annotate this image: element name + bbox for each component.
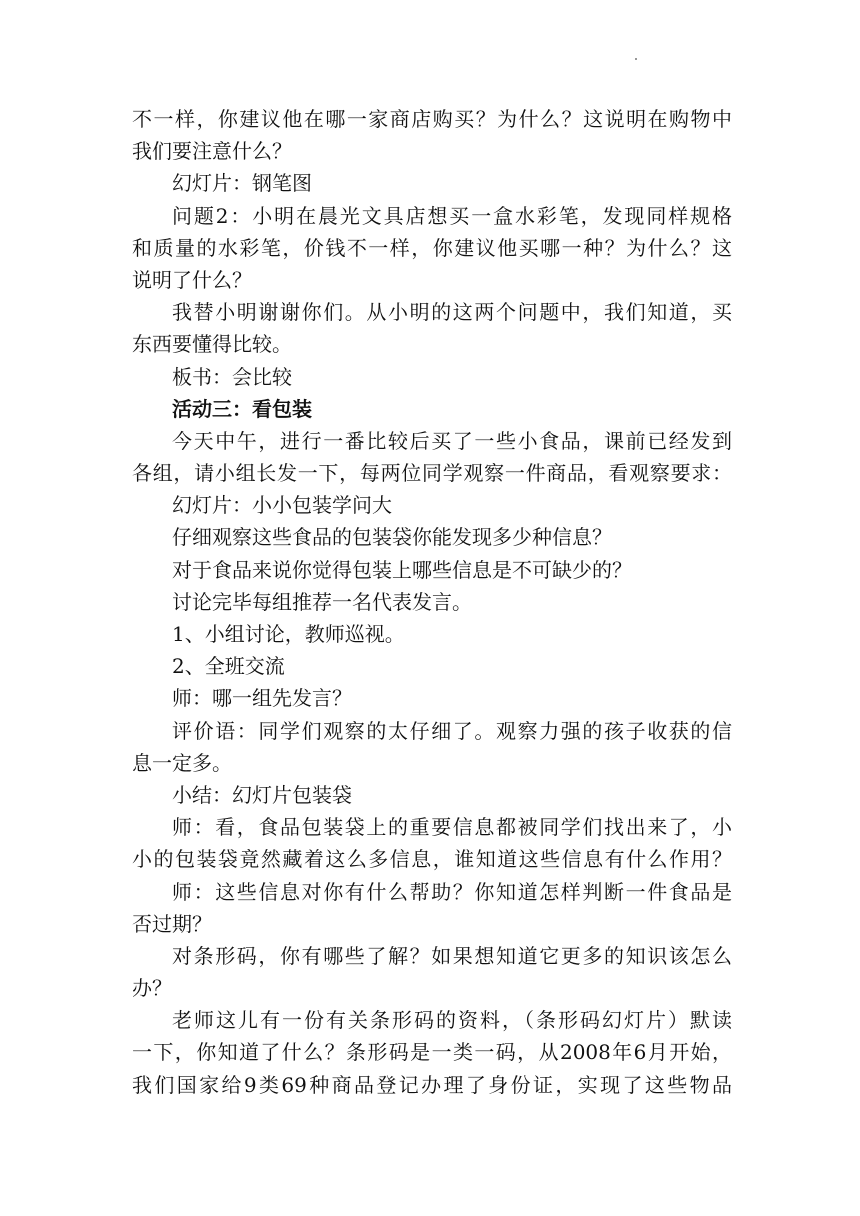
text-line: 2、全班交流 [172, 654, 285, 679]
text-line: 对于食品来说你觉得包装上哪些信息是不可缺少的？ [172, 557, 632, 582]
text-line: 幻灯片：小小包装学问大 [172, 493, 392, 518]
section-heading: 活动三：看包装 [172, 396, 312, 421]
text-line: 仔细观察这些食品的包装袋你能发现多少种信息？ [172, 525, 612, 550]
text-line: 说明了什么？ [132, 267, 252, 292]
text-line: 今天中午，进行一番比较后买了一些小食品，课前已经发到 [172, 428, 732, 453]
text-line: 我们要注意什么？ [132, 139, 292, 164]
text-line: 对条形码，你有哪些了解？如果想知道它更多的知识该怎么 [172, 943, 732, 968]
text-line: 办？ [132, 976, 172, 1001]
text-line: 讨论完毕每组推荐一名代表发言。 [172, 589, 472, 614]
text-line: 一下，你知道了什么？条形码是一类一码，从2008年6月开始， [132, 1040, 732, 1065]
text-line: 师：看，食品包装袋上的重要信息都被同学们找出来了，小 [172, 815, 732, 840]
text-line: 老师这儿有一份有关条形码的资料，（条形码幻灯片）默读 [172, 1008, 732, 1033]
text-line: 不一样，你建议他在哪一家商店购买？为什么？这说明在购物中 [132, 107, 732, 131]
page-marker-dot [635, 58, 637, 60]
text-line: 师：哪一组先发言？ [172, 686, 352, 711]
text-line: 小的包装袋竟然藏着这么多信息，谁知道这些信息有什么作用？ [132, 847, 732, 872]
text-line: 师：这些信息对你有什么帮助？你知道怎样判断一件食品是 [172, 879, 732, 904]
text-line: 1、小组讨论，教师巡视。 [172, 622, 405, 646]
text-line: 息一定多。 [132, 750, 232, 775]
text-line: 板书：会比较 [172, 364, 292, 389]
text-line: 否过期？ [132, 911, 212, 936]
text-line: 和质量的水彩笔，价钱不一样，你建议他买哪一种？为什么？这 [132, 235, 732, 260]
text-line: 小结：幻灯片包装袋 [172, 782, 352, 807]
document-body [132, 103, 732, 1101]
text-line: 各组，请小组长发一下，每两位同学观察一件商品，看观察要求： [132, 461, 732, 486]
text-line: 我替小明谢谢你们。从小明的这两个问题中，我们知道，买 [172, 300, 732, 325]
text-line: 幻灯片：钢笔图 [172, 171, 312, 196]
text-line: 东西要懂得比较。 [132, 332, 292, 357]
text-line: 评价语：同学们观察的太仔细了。观察力强的孩子收获的信 [172, 718, 732, 743]
text-line: 我们国家给9类69种商品登记办理了身份证，实现了这些物品 [132, 1072, 732, 1097]
text-line: 问题2：小明在晨光文具店想买一盒水彩笔，发现同样规格 [172, 203, 732, 228]
